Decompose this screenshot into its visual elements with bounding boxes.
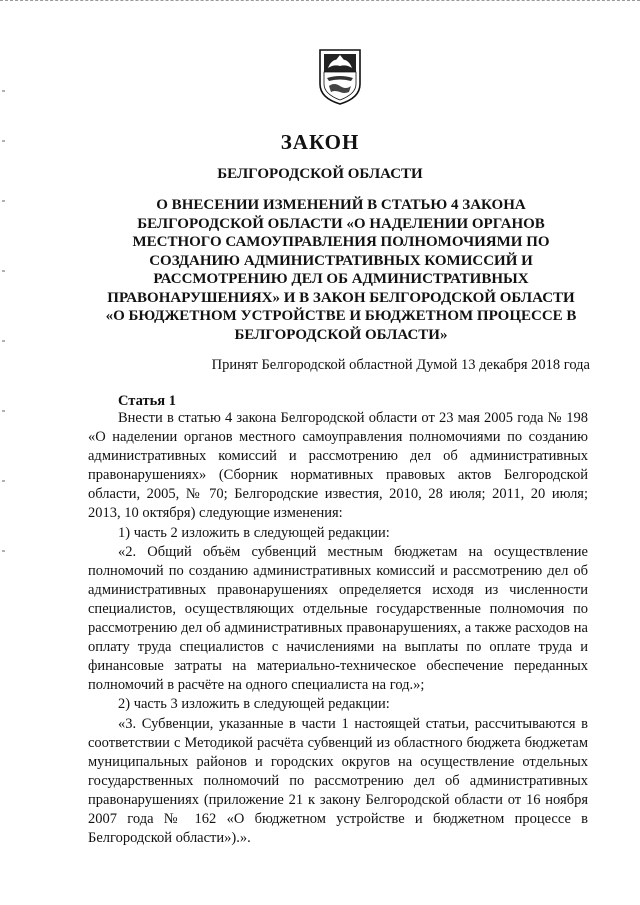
article-paragraph: «3. Субвенции, указанные в части 1 настоящей статьи, рассчитываются в соответствии с Методикой расчёта субвенций из областного бюджета бюджетам муниципальных районов и городских округов на осуществление отдельных государственных полномочий по рассмотрению дел об административных правонарушениях (приложение 21 к закону Белгородской области от 16 ноября 2007 года № 162 «О бюджетном устройстве и бюджетном процессе в Белгородской области»).».	[88, 715, 588, 847]
document-title: ЗАКОН	[280, 130, 360, 154]
subject-line: ПРАВОНАРУШЕНИЯХ» И В ЗАКОН БЕЛГОРОДСКОЙ ОБЛАСТИ	[107, 289, 575, 306]
article-paragraph: Внести в статью 4 закона Белгородской области от 23 мая 2005 года № 198 «О наделении органов местного самоуправления полномочиями по созданию административных комиссий и рассмотрению дел об административных правонарушениях» (Сборник нормативных правовых актов Белгородской области, 2005, № 70; Белгородские известия, 2010, 28 июля; 2011, 20 июля; 2013, 10 октября) следующие изменения:	[88, 410, 588, 522]
article-heading: Статья 1	[118, 393, 176, 409]
scan-top-edge	[0, 0, 640, 1]
article-paragraph: 2) часть 3 изложить в следующей редакции:	[118, 696, 390, 713]
article-paragraph: 1) часть 2 изложить в следующей редакции:	[118, 524, 390, 541]
subject-line: РАССМОТРЕНИЮ ДЕЛ ОБ АДМИНИСТРАТИВНЫХ	[153, 271, 529, 287]
adoption-note: Принят Белгородской областной Думой 13 декабря 2018 года	[211, 357, 590, 373]
article-paragraph: «2. Общий объём субвенций местным бюджетам на осуществление полномочий по созданию административных комиссий и рассмотрению дел об административных правонарушениях определяется исходя из численности специалистов, осуществляющих отдельные государственные полномочия по рассмотрению дел об административных правонарушениях, а также расходов на оплату труда специалистов с начислениями на выплаты по оплате труда и финансовые затраты на материально-техническое обеспечение переданных полномочий в расчёте на одного специалиста на год.»;	[88, 543, 588, 694]
subject-line: БЕЛГОРОДСКОЙ ОБЛАСТИ»	[234, 326, 448, 343]
article-body	[88, 409, 588, 848]
subject-line: СОЗДАНИЮ АДМИНИСТРАТИВНЫХ КОМИССИЙ И	[149, 252, 533, 269]
scan-left-marks	[2, 80, 8, 580]
coat-of-arms-icon	[318, 48, 362, 106]
subject-line: «О БЮДЖЕТНОМ УСТРОЙСТВЕ И БЮДЖЕТНОМ ПРОЦЕССЕ В	[105, 308, 577, 324]
subject-line: О ВНЕСЕНИИ ИЗМЕНЕНИЙ В СТАТЬЮ 4 ЗАКОНА	[156, 197, 526, 213]
document-subject	[96, 196, 586, 344]
subject-line: МЕСТНОГО САМОУПРАВЛЕНИЯ ПОЛНОМОЧИЯМИ ПО	[132, 234, 550, 250]
subject-line: БЕЛГОРОДСКОЙ ОБЛАСТИ «О НАДЕЛЕНИИ ОРГАНОВ	[137, 215, 545, 232]
document-region: БЕЛГОРОДСКОЙ ОБЛАСТИ	[217, 166, 423, 182]
